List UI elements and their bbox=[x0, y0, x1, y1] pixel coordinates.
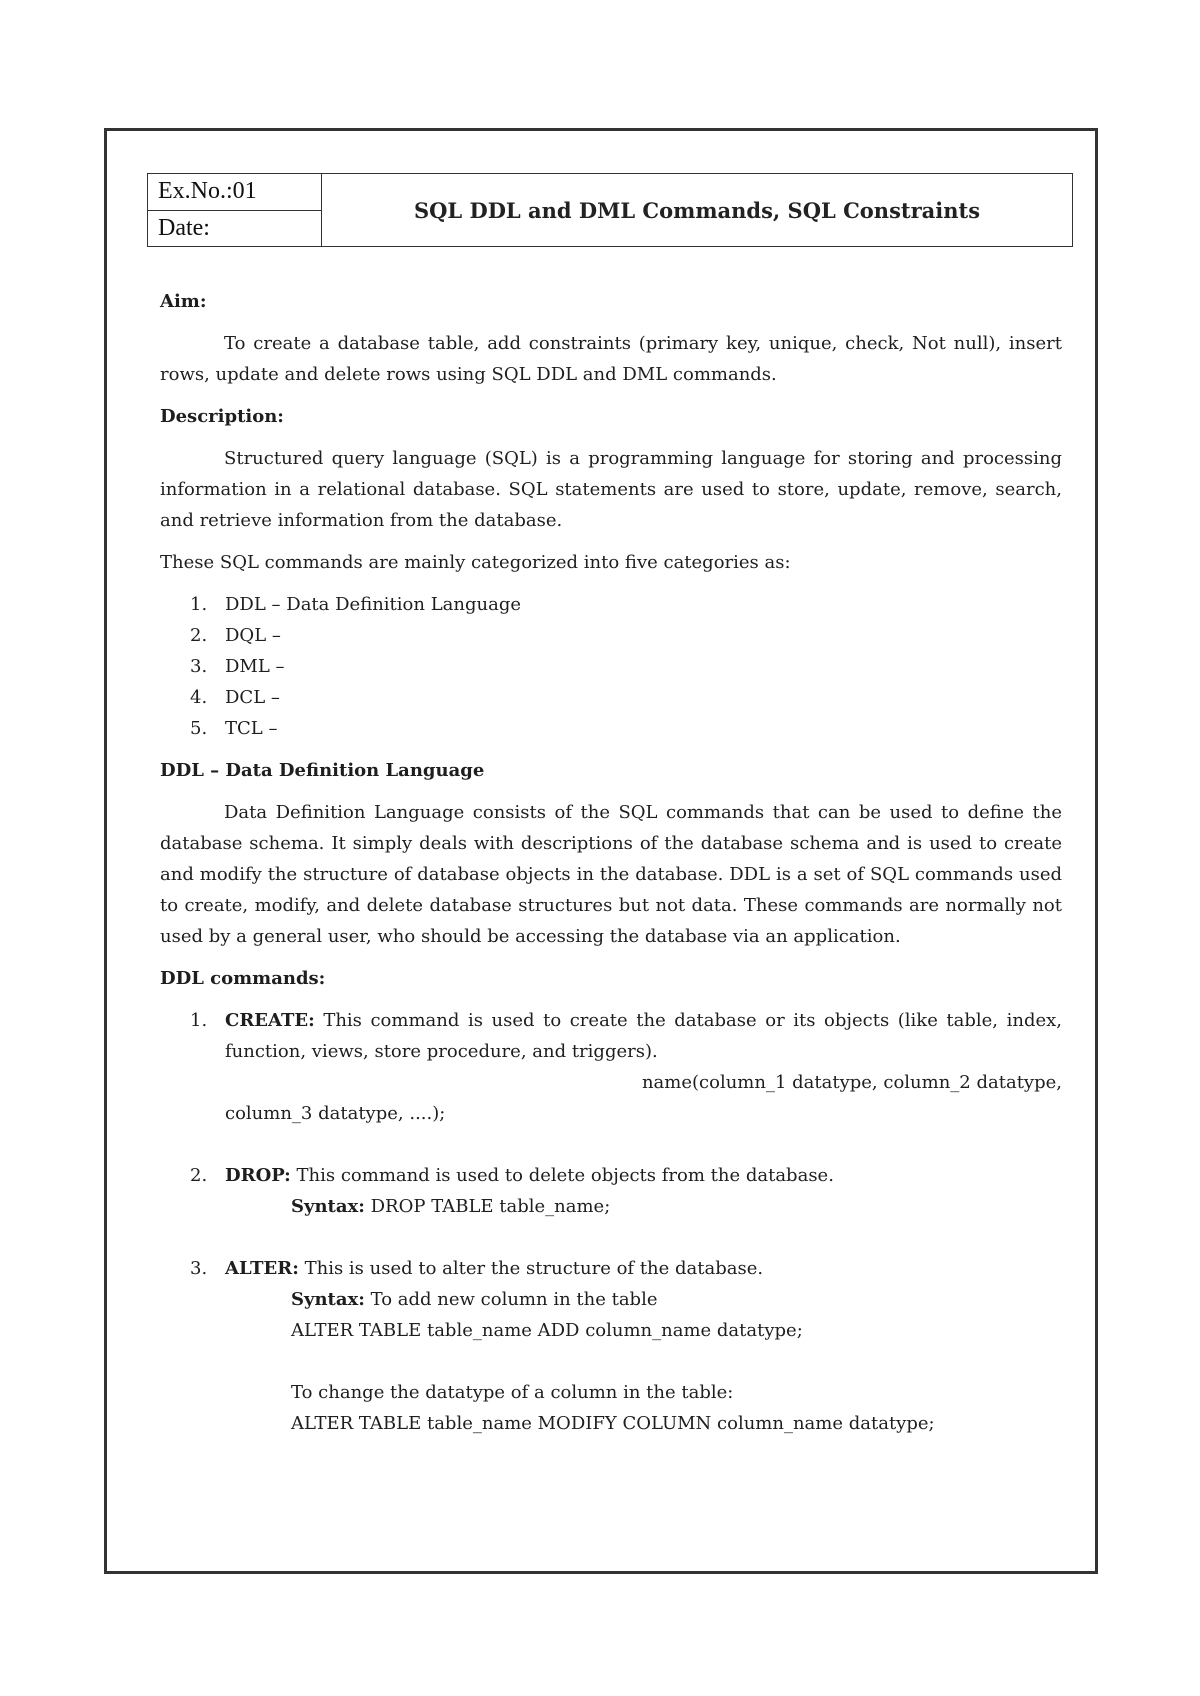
ddl-text: Data Definition Language consists of the SQL commands that can be used to define the database schema. It simply deals with descriptions of the database schema and is used to create and modify the structure of database objects in the database. DDL is a set of SQL commands used to create, modify, and delete database structures but not data. These commands are normally not used by a general user, who should be accessing the database via an application. bbox=[160, 802, 1062, 947]
ddl-commands-heading: DDL commands: bbox=[160, 968, 326, 989]
category-label: TCL – bbox=[225, 718, 278, 739]
header-left bbox=[148, 174, 322, 246]
category-label: DML – bbox=[225, 656, 285, 677]
alter-command-name: ALTER: bbox=[225, 1258, 299, 1279]
list-number: 3. bbox=[190, 656, 208, 677]
exercise-date: Date: bbox=[158, 214, 210, 241]
create-command-text: This command is used to create the database or its objects (like table, index, function, views, store procedure, and triggers). bbox=[225, 1010, 1062, 1062]
alter-syntax-desc: To add new column in the table bbox=[364, 1289, 658, 1310]
list-item bbox=[160, 589, 1062, 620]
exercise-header bbox=[147, 173, 1073, 247]
exercise-number: Ex.No.:01 bbox=[148, 174, 321, 211]
ddl-commands-list bbox=[160, 1005, 1062, 1439]
aim-text: To create a database table, add constraints (primary key, unique, check, Not null), insert rows, update and delete rows using SQL DDL and DML commands. bbox=[160, 333, 1062, 385]
category-label: DCL – bbox=[225, 687, 280, 708]
alter-syntax-label: Syntax: bbox=[291, 1289, 365, 1310]
create-command-name: CREATE: bbox=[225, 1010, 315, 1031]
list-item-alter bbox=[160, 1253, 1062, 1439]
list-item bbox=[160, 713, 1062, 744]
category-label: DQL – bbox=[225, 625, 281, 646]
list-item bbox=[160, 620, 1062, 651]
list-number: 5. bbox=[190, 718, 208, 739]
drop-command-name: DROP: bbox=[225, 1165, 291, 1186]
list-number: 2. bbox=[190, 1165, 208, 1186]
create-syntax-line1: name(column_1 datatype, column_2 datatype, bbox=[641, 1072, 1062, 1093]
list-item bbox=[160, 682, 1062, 713]
drop-syntax: DROP TABLE table_name; bbox=[364, 1196, 611, 1217]
list-item-create bbox=[160, 1005, 1062, 1129]
list-number: 4. bbox=[190, 687, 208, 708]
categories-list bbox=[160, 589, 1062, 744]
description-heading: Description: bbox=[160, 406, 284, 427]
list-item-drop bbox=[160, 1160, 1062, 1222]
ddl-heading: DDL – Data Definition Language bbox=[160, 760, 485, 781]
alter-change-desc: To change the datatype of a column in the table: bbox=[291, 1382, 734, 1403]
drop-command-text: This command is used to delete objects from the database. bbox=[290, 1165, 834, 1186]
list-number: 1. bbox=[190, 1010, 208, 1031]
create-syntax-line2: column_3 datatype, ....); bbox=[225, 1103, 446, 1124]
drop-syntax-label: Syntax: bbox=[291, 1196, 365, 1217]
alter-syntax-modify: ALTER TABLE table_name MODIFY COLUMN column_name datatype; bbox=[291, 1413, 935, 1434]
categories-intro: These SQL commands are mainly categorized into five categories as: bbox=[160, 552, 791, 573]
list-number: 3. bbox=[190, 1258, 208, 1279]
category-label: DDL – Data Definition Language bbox=[225, 594, 521, 615]
alter-command-text: This is used to alter the structure of the database. bbox=[298, 1258, 764, 1279]
alter-syntax-add: ALTER TABLE table_name ADD column_name datatype; bbox=[291, 1320, 803, 1341]
exercise-title: SQL DDL and DML Commands, SQL Constraints bbox=[413, 197, 981, 223]
aim-heading: Aim: bbox=[160, 291, 207, 312]
list-item bbox=[160, 651, 1062, 682]
list-number: 2. bbox=[190, 625, 208, 646]
document-body bbox=[160, 286, 1062, 1439]
list-number: 1. bbox=[190, 594, 208, 615]
description-text: Structured query language (SQL) is a programming language for storing and processing information in a relational database. SQL statements are used to store, update, remove, search, and retrieve information from the database. bbox=[160, 448, 1062, 531]
